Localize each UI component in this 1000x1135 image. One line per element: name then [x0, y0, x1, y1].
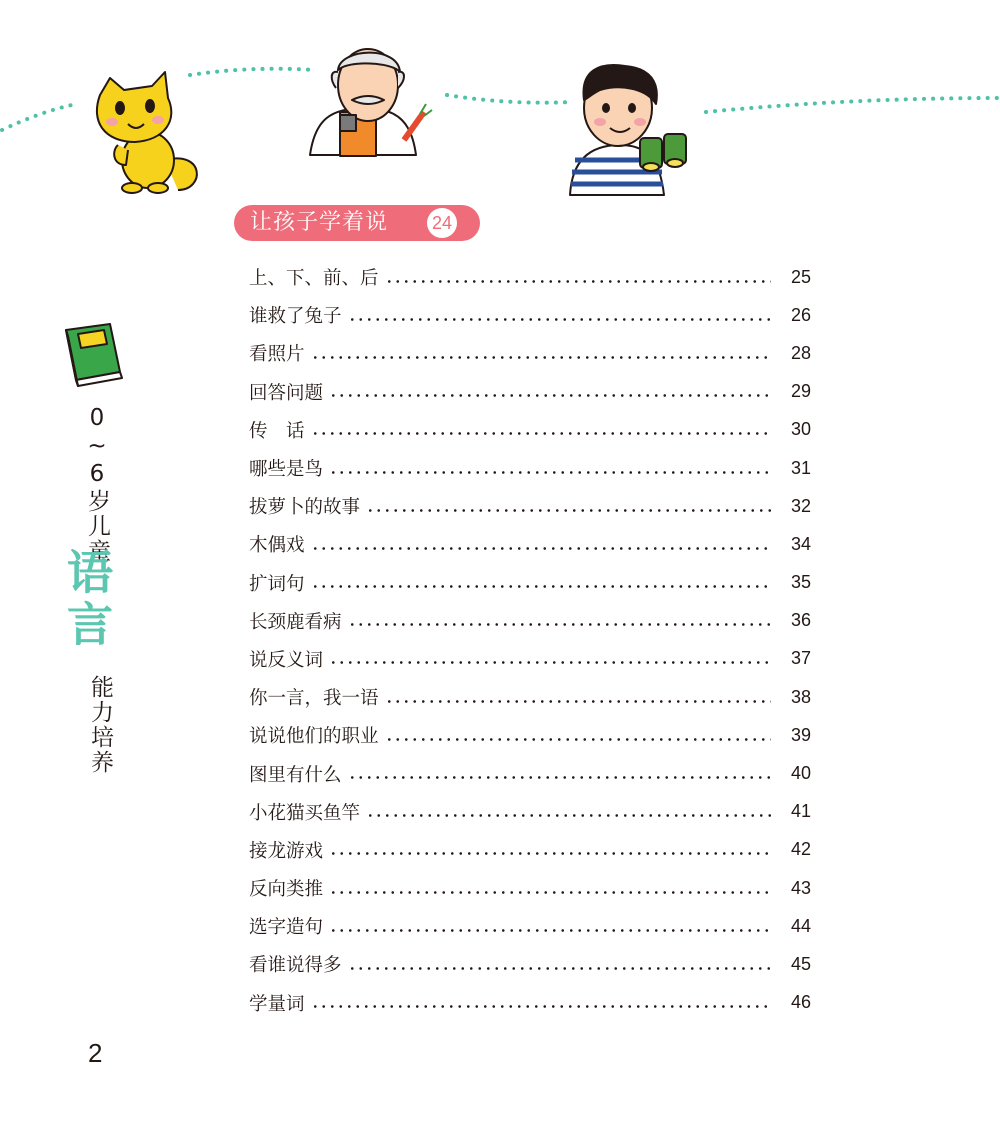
toc-row[interactable] — [249, 602, 811, 640]
toc-title: 小花猫买鱼竿 — [249, 802, 361, 824]
series-line-2: 语言 — [60, 548, 114, 652]
toc-page: 39 — [790, 724, 811, 745]
toc-leader — [348, 776, 771, 779]
toc-title: 谁救了兔子 — [249, 306, 342, 328]
toc-leader — [311, 432, 771, 435]
toc-page: 28 — [790, 342, 811, 363]
toc-page: 35 — [790, 572, 811, 593]
toc-leader — [366, 814, 771, 817]
toc-row[interactable] — [249, 754, 811, 792]
toc-title: 接龙游戏 — [249, 840, 324, 862]
header-decoration — [0, 0, 1000, 260]
toc-page: 34 — [790, 533, 811, 554]
book-icon — [60, 320, 130, 390]
chapter-page-badge: 24 — [427, 208, 457, 238]
series-line-1: 0~6岁儿童 — [84, 405, 110, 564]
toc-title: 上、下、前、后 — [249, 268, 379, 290]
toc-page: 36 — [790, 610, 811, 631]
chapter-header — [234, 205, 480, 241]
toc-leader — [348, 318, 771, 321]
series-line-3: 能力培养 — [87, 675, 113, 775]
toc-page: 30 — [790, 419, 811, 440]
toc-page: 32 — [790, 495, 811, 516]
toc-row[interactable] — [249, 869, 811, 907]
toc-row[interactable] — [249, 487, 811, 525]
toc-page: 37 — [790, 648, 811, 669]
toc-row[interactable] — [249, 564, 811, 602]
toc-page: 46 — [790, 992, 811, 1013]
toc-row[interactable] — [249, 984, 811, 1022]
toc-leader — [311, 585, 771, 588]
toc-row[interactable] — [249, 525, 811, 563]
toc-row[interactable] — [249, 945, 811, 983]
page-number: 2 — [88, 1038, 103, 1068]
toc-page: 40 — [790, 763, 811, 784]
toc-title: 选字造句 — [249, 917, 324, 939]
old-man-illustration — [310, 49, 432, 156]
garland-dots-left — [2, 105, 72, 130]
toc-leader — [366, 509, 771, 512]
toc-row[interactable] — [249, 907, 811, 945]
toc-page: 41 — [790, 801, 811, 822]
toc-leader — [385, 700, 771, 703]
toc-row[interactable] — [249, 258, 811, 296]
table-of-contents — [249, 258, 811, 1022]
toc-leader — [329, 891, 771, 894]
toc-leader — [329, 471, 771, 474]
toc-row[interactable] — [249, 373, 811, 411]
toc-page: 25 — [790, 266, 811, 287]
toc-page: 38 — [790, 686, 811, 707]
garland-dots-mid1 — [190, 69, 315, 75]
toc-title: 木偶戏 — [249, 535, 305, 557]
toc-title: 看谁说得多 — [249, 955, 342, 977]
toc-leader — [385, 280, 771, 283]
garland-dots-right — [706, 98, 998, 112]
toc-page: 45 — [790, 953, 811, 974]
toc-row[interactable] — [249, 831, 811, 869]
toc-row[interactable] — [249, 716, 811, 754]
toc-leader — [311, 356, 771, 359]
toc-title: 图里有什么 — [249, 764, 342, 786]
toc-row[interactable] — [249, 678, 811, 716]
toc-title: 长颈鹿看病 — [249, 611, 342, 633]
boy-binoculars-illustration — [570, 65, 686, 195]
toc-title: 回答问题 — [249, 382, 324, 404]
toc-title: 反向类推 — [249, 879, 324, 901]
toc-leader — [329, 394, 771, 397]
toc-page: 44 — [790, 915, 811, 936]
toc-leader — [329, 929, 771, 932]
toc-row[interactable] — [249, 411, 811, 449]
toc-page: 31 — [790, 457, 811, 478]
toc-title: 看照片 — [249, 344, 305, 366]
toc-title: 说反义词 — [249, 649, 324, 671]
toc-leader — [385, 738, 771, 741]
toc-page: 26 — [790, 304, 811, 325]
toc-page: 29 — [790, 381, 811, 402]
toc-leader — [329, 852, 771, 855]
chapter-title: 让孩子学着说 — [250, 210, 389, 235]
toc-title: 传 话 — [249, 420, 305, 442]
toc-title: 学量词 — [249, 993, 305, 1015]
toc-page: 43 — [790, 877, 811, 898]
toc-title: 拔萝卜的故事 — [249, 497, 361, 519]
toc-leader — [329, 661, 771, 664]
toc-title: 说说他们的职业 — [249, 726, 379, 748]
toc-row[interactable] — [249, 449, 811, 487]
toc-row[interactable] — [249, 793, 811, 831]
toc-row[interactable] — [249, 334, 811, 372]
garland-dots-mid2 — [447, 95, 572, 103]
toc-leader — [348, 967, 771, 970]
toc-row[interactable] — [249, 640, 811, 678]
toc-title: 你一言，我一语 — [249, 688, 379, 710]
toc-title: 扩词句 — [249, 573, 305, 595]
toc-row[interactable] — [249, 296, 811, 334]
cat-illustration — [97, 72, 197, 193]
toc-page: 42 — [790, 839, 811, 860]
toc-leader — [311, 547, 771, 550]
toc-leader — [311, 1005, 771, 1008]
toc-leader — [348, 623, 771, 626]
toc-title: 哪些是鸟 — [249, 459, 324, 481]
